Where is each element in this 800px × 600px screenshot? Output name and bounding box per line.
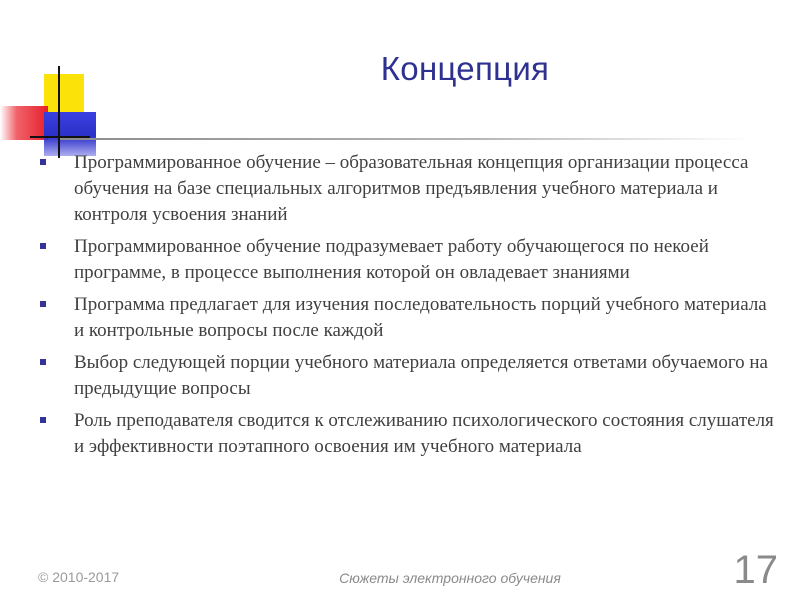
bullet-list xyxy=(40,150,780,466)
bullet-marker xyxy=(40,417,46,423)
bullet-item xyxy=(40,150,780,228)
bullet-text: Программированное обучение подразумевает работу обучающегося по некоей программе, в процессе выполнения которой он овладевает знаниями xyxy=(74,236,709,283)
bullet-item xyxy=(40,350,780,402)
bullet-text: Роль преподавателя сводится к отслеживанию психологического состояния слушателя и эффективности поэтапного освоения им учебного материала xyxy=(74,410,774,457)
bullet-text: Программированное обучение – образовательная концепция организации процесса обучения на базе специальных алгоритмов предъявления учебного материала и контроля усвоения знаний xyxy=(74,152,749,225)
bullet-item xyxy=(40,292,780,344)
bullet-item xyxy=(40,234,780,286)
bullet-marker xyxy=(40,301,46,307)
page-number: 17 xyxy=(733,548,778,592)
footer-copyright: © 2010-2017 xyxy=(38,569,120,585)
decorative-vertical-line xyxy=(58,66,60,158)
title-underline xyxy=(60,138,750,140)
bullet-text: Программа предлагает для изучения последовательность порций учебного материала и контрольные вопросы после каждой xyxy=(74,294,767,341)
bullet-marker xyxy=(40,243,46,249)
bullet-marker xyxy=(40,159,46,165)
bullet-item xyxy=(40,408,780,460)
bullet-marker xyxy=(40,359,46,365)
slide-title: Концепция xyxy=(380,50,550,87)
decorative-red-square xyxy=(0,106,48,140)
bullet-text: Выбор следующей порции учебного материала определяется ответами обучаемого на предыдущие вопросы xyxy=(74,352,768,399)
footer-course-title: Сюжеты электронного обучения xyxy=(339,570,561,586)
